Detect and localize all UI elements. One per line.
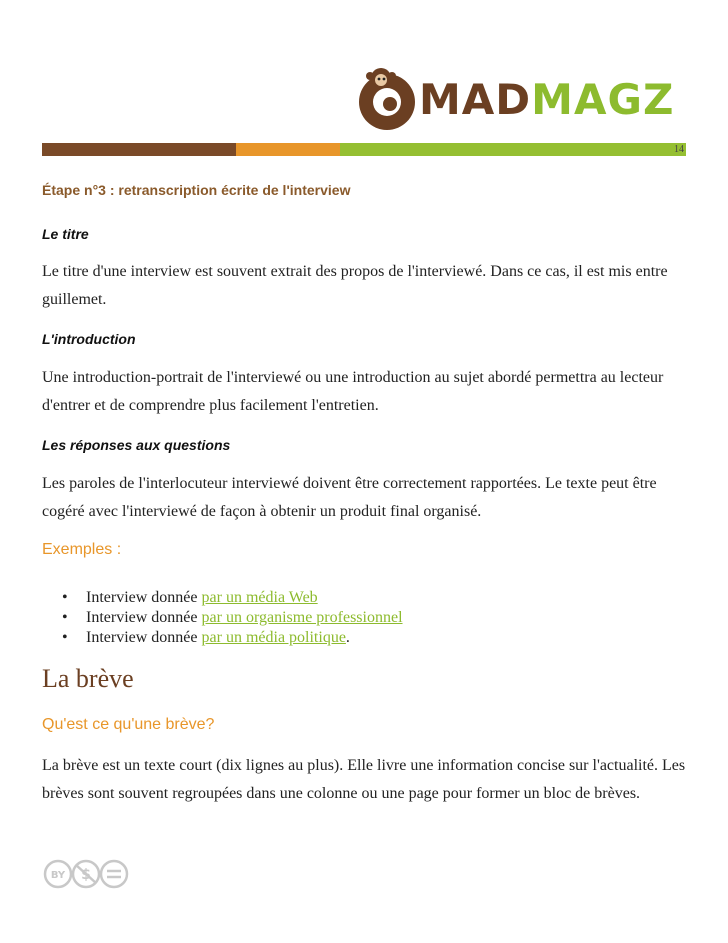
paragraph-title: Le titre d'une interview est souvent extrait des propos de l'interviewé. Dans ce cas, il est mis entre guillemet.	[42, 263, 668, 308]
paragraph-introduction: Une introduction-portrait de l'interviewé ou une introduction au sujet abordé permettra au lecteur d'entrer et de comprendre plus facilement l'entretien.	[42, 369, 664, 414]
link-media-web[interactable]: par un média Web	[201, 589, 318, 606]
list-item: • Interview donnée par un média politique.	[62, 629, 350, 646]
subheading-answers: Les réponses aux questions	[42, 437, 231, 453]
svg-text:$: $	[81, 867, 91, 883]
subheading-title: Le titre	[42, 226, 89, 242]
svg-text:BY: BY	[50, 870, 66, 881]
step-title: Étape n°3 : retranscription écrite de l'interview	[42, 182, 351, 198]
link-organisme-professionnel[interactable]: par un organisme professionnel	[201, 609, 403, 626]
section-title-breve: La brève	[42, 664, 134, 693]
breve-question: Qu'est ce qu'une brève?	[42, 716, 215, 733]
creative-commons-by-nc-nd-icon	[42, 857, 130, 891]
list-item: • Interview donnée par un organisme professionnel	[62, 609, 403, 626]
examples-heading: Exemples :	[42, 541, 122, 558]
paragraph-answers: Les paroles de l'interlocuteur interviewé doivent être correctement rapportées. Le texte peut être cogéré avec l'interviewé de façon à obtenir un produit final organisé.	[42, 475, 657, 520]
madmagz-logo	[357, 64, 677, 134]
page-number: 14	[674, 144, 684, 155]
header-bar-brown	[42, 143, 236, 156]
logo-magz-text: MAGZ	[531, 75, 675, 124]
header-bar-green	[340, 143, 686, 156]
list-item: • Interview donnée par un média Web	[62, 589, 318, 606]
link-media-politique[interactable]: par un média politique	[201, 629, 346, 646]
header-bar-orange	[236, 143, 340, 156]
paragraph-breve: La brève est un texte court (dix lignes au plus). Elle livre une information concise sur l'actualité. Les brèves sont souvent regroupées dans une colonne ou une page pour former un bloc de brèves.	[42, 757, 686, 802]
examples-list	[42, 588, 642, 648]
subheading-introduction: L'introduction	[42, 331, 136, 347]
logo-mad-text: MAD	[419, 75, 532, 124]
monkey-icon	[357, 64, 421, 134]
